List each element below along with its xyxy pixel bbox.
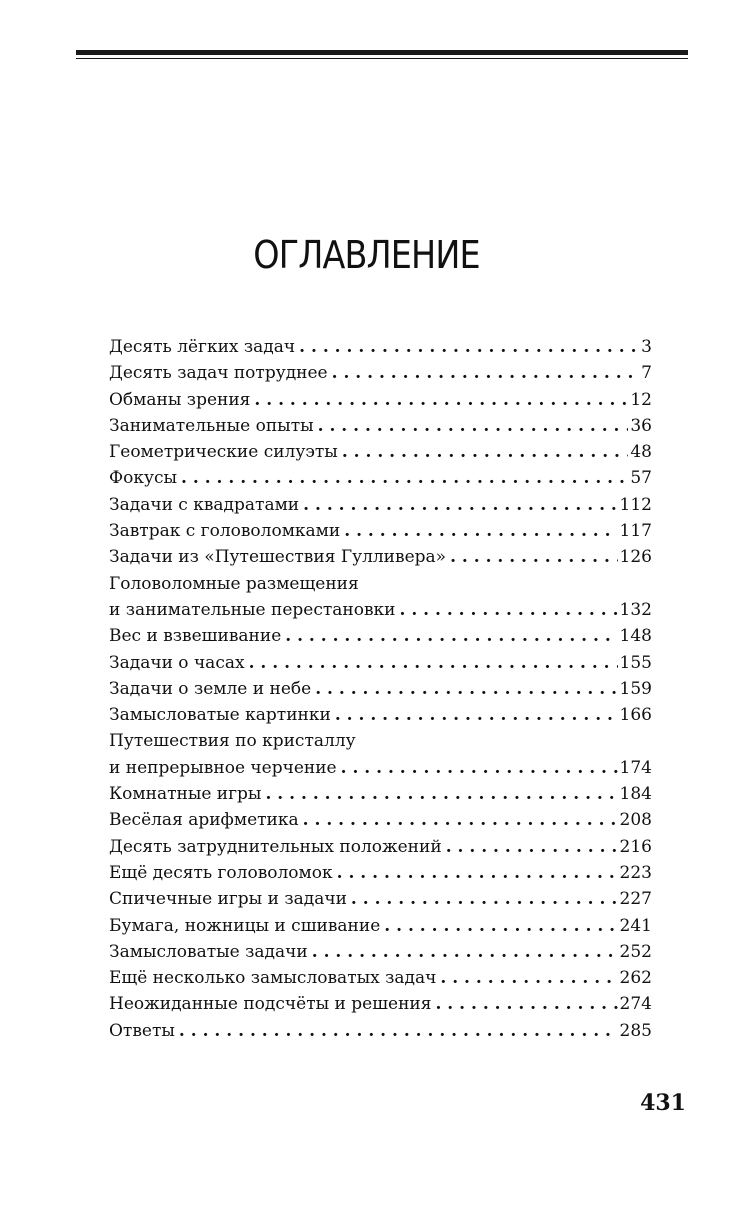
toc-entry-line: [109, 492, 652, 518]
toc-entry-line: [109, 781, 652, 807]
toc-entry: [109, 886, 652, 912]
toc-entry-title: Задачи с квадратами: [109, 494, 300, 515]
toc-entry-line: [109, 676, 652, 702]
toc-entry: [109, 439, 652, 465]
toc-entry-title: Путешествия по кристаллу: [109, 731, 356, 752]
toc-entry: [109, 492, 652, 518]
toc-entry-page: 166: [619, 705, 652, 726]
toc-entry-page: 12: [630, 389, 652, 410]
toc-entry-title: Комнатные игры: [109, 784, 262, 805]
toc-entry-line: [109, 623, 652, 649]
toc-entry-line: [109, 728, 652, 754]
toc-entry-title: Десять затруднительных положений: [109, 836, 442, 857]
toc-entry-line: [109, 834, 652, 860]
toc-entry-title: Обманы зрения: [109, 389, 251, 410]
toc-entry-line: [109, 597, 652, 623]
toc-entry-page: 3: [641, 337, 652, 357]
toc-entry-page: 241: [619, 915, 652, 936]
toc-entry: [109, 334, 652, 360]
toc-entry-line: [109, 413, 652, 439]
toc-entry: [109, 1018, 652, 1044]
toc-entry-line: [109, 965, 652, 991]
toc-entry-page: 285: [619, 1020, 652, 1041]
toc-entry: [109, 650, 652, 676]
toc-entry-title: Десять лёгких задач: [109, 337, 296, 357]
dot-leader: [446, 834, 618, 860]
dot-leader: [249, 650, 618, 676]
toc-entry: [109, 965, 652, 991]
toc-entry: [109, 544, 652, 570]
dot-leader: [450, 544, 617, 570]
toc-entry: [109, 387, 652, 413]
toc-entry: [109, 676, 652, 702]
toc-entry-line: [109, 886, 652, 912]
toc-entry-title: Ещё десять головоломок: [109, 862, 333, 883]
toc-entry-page: 57: [630, 468, 652, 489]
toc-entry: [109, 360, 652, 386]
toc-entry-line: [109, 913, 652, 939]
toc-entry-page: 132: [619, 599, 652, 620]
toc-entry-page: 155: [619, 652, 652, 673]
toc-entry: [109, 518, 652, 544]
toc-entry-line: [109, 387, 652, 413]
toc-entry-line: [109, 1018, 652, 1044]
toc-entry-line: [109, 939, 652, 965]
toc-entry: [109, 834, 652, 860]
toc-entry-page: 223: [619, 862, 652, 883]
dot-leader: [440, 965, 617, 991]
dot-leader: [315, 676, 617, 702]
toc-entry: [109, 465, 652, 491]
toc-entry-line: [109, 650, 652, 676]
toc-entry-title: Десять задач потруднее: [109, 363, 328, 384]
toc-entry-page: 174: [619, 757, 652, 778]
header-rule-thick: [76, 50, 688, 55]
toc-entry-line: [109, 860, 652, 886]
toc-entry: [109, 781, 652, 807]
table-of-contents: [109, 334, 652, 1044]
toc-entry-page: 126: [619, 547, 652, 568]
header-rule-thin: [76, 58, 688, 59]
dot-leader: [254, 387, 628, 413]
toc-entry-page: 262: [619, 968, 652, 989]
toc-entry-title: Фокусы: [109, 468, 178, 489]
dot-leader: [337, 860, 618, 886]
dot-leader: [299, 334, 639, 360]
toc-entry-title: Вес и взвешивание: [109, 626, 282, 647]
toc-entry-title: Задачи из «Путешествия Гулливера»: [109, 547, 447, 568]
dot-leader: [344, 518, 617, 544]
toc-entry-line: [109, 334, 652, 360]
toc-entry: [109, 728, 652, 781]
toc-entry-page: 48: [630, 442, 652, 463]
dot-leader: [179, 1018, 618, 1044]
toc-entry-line: [109, 465, 652, 491]
toc-entry-page: 252: [619, 941, 652, 962]
toc-entry: [109, 413, 652, 439]
toc-entry: [109, 939, 652, 965]
toc-entry-title: Весёлая арифметика: [109, 810, 299, 831]
dot-leader: [384, 913, 617, 939]
dot-leader: [318, 413, 629, 439]
dot-leader: [342, 439, 629, 465]
toc-entry-line: [109, 439, 652, 465]
dot-leader: [312, 939, 618, 965]
toc-entry: [109, 860, 652, 886]
toc-entry-line: [109, 807, 652, 833]
toc-entry-title: и занимательные перестановки: [109, 599, 396, 620]
dot-leader: [341, 755, 618, 781]
toc-entry-title: и непрерывное черчение: [109, 757, 337, 778]
dot-leader: [303, 492, 617, 518]
dot-leader: [181, 465, 628, 491]
toc-entry-page: 216: [619, 836, 652, 857]
toc-entry: [109, 571, 652, 624]
toc-entry-title: Геометрические силуэты: [109, 442, 338, 463]
toc-entry-line: [109, 571, 652, 597]
toc-entry-line: [109, 544, 652, 570]
toc-entry-page: 274: [619, 994, 652, 1015]
toc-entry-title: Спичечные игры и задачи: [109, 889, 347, 910]
toc-entry: [109, 623, 652, 649]
dot-leader: [435, 991, 617, 1017]
dot-leader: [303, 807, 618, 833]
dot-leader: [285, 623, 617, 649]
toc-entry-title: Задачи о земле и небе: [109, 678, 312, 699]
toc-entry: [109, 807, 652, 833]
toc-entry-title: Занимательные опыты: [109, 415, 314, 436]
toc-entry-line: [109, 991, 652, 1017]
toc-entry-line: [109, 360, 652, 386]
toc-entry: [109, 913, 652, 939]
toc-entry-title: Замысловатые задачи: [109, 941, 308, 962]
dot-leader: [335, 702, 618, 728]
page-title: ОГЛАВЛЕНИЕ: [253, 233, 480, 277]
toc-entry-title: Задачи о часах: [109, 652, 245, 673]
toc-entry-title: Неожиданные подсчёты и решения: [109, 994, 432, 1015]
toc-entry-title: Головоломные размещения: [109, 573, 359, 594]
toc-entry-line: [109, 518, 652, 544]
dot-leader: [332, 360, 640, 386]
toc-entry: [109, 702, 652, 728]
toc-entry-title: Замысловатые картинки: [109, 705, 331, 726]
toc-entry-line: [109, 702, 652, 728]
dot-leader: [265, 781, 617, 807]
toc-entry-title: Завтрак с головоломками: [109, 521, 341, 542]
toc-entry-title: Ответы: [109, 1020, 175, 1041]
toc-entry-line: [109, 755, 652, 781]
dot-leader: [351, 886, 618, 912]
toc-entry-page: 112: [619, 494, 652, 515]
toc-entry-page: 117: [619, 521, 652, 542]
toc-entry-title: Бумага, ножницы и сшивание: [109, 915, 381, 936]
toc-entry-title: Ещё несколько замысловатых задач: [109, 968, 437, 989]
toc-entry-page: 227: [619, 889, 652, 910]
toc-entry-page: 7: [641, 363, 652, 384]
toc-entry-page: 184: [619, 784, 652, 805]
toc-entry-page: 159: [619, 678, 652, 699]
toc-entry-page: 36: [630, 415, 652, 436]
page-number: 431: [640, 1090, 686, 1116]
toc-entry-page: 208: [619, 810, 652, 831]
toc-entry: [109, 991, 652, 1017]
toc-entry-page: 148: [619, 626, 652, 647]
dot-leader: [400, 597, 618, 623]
